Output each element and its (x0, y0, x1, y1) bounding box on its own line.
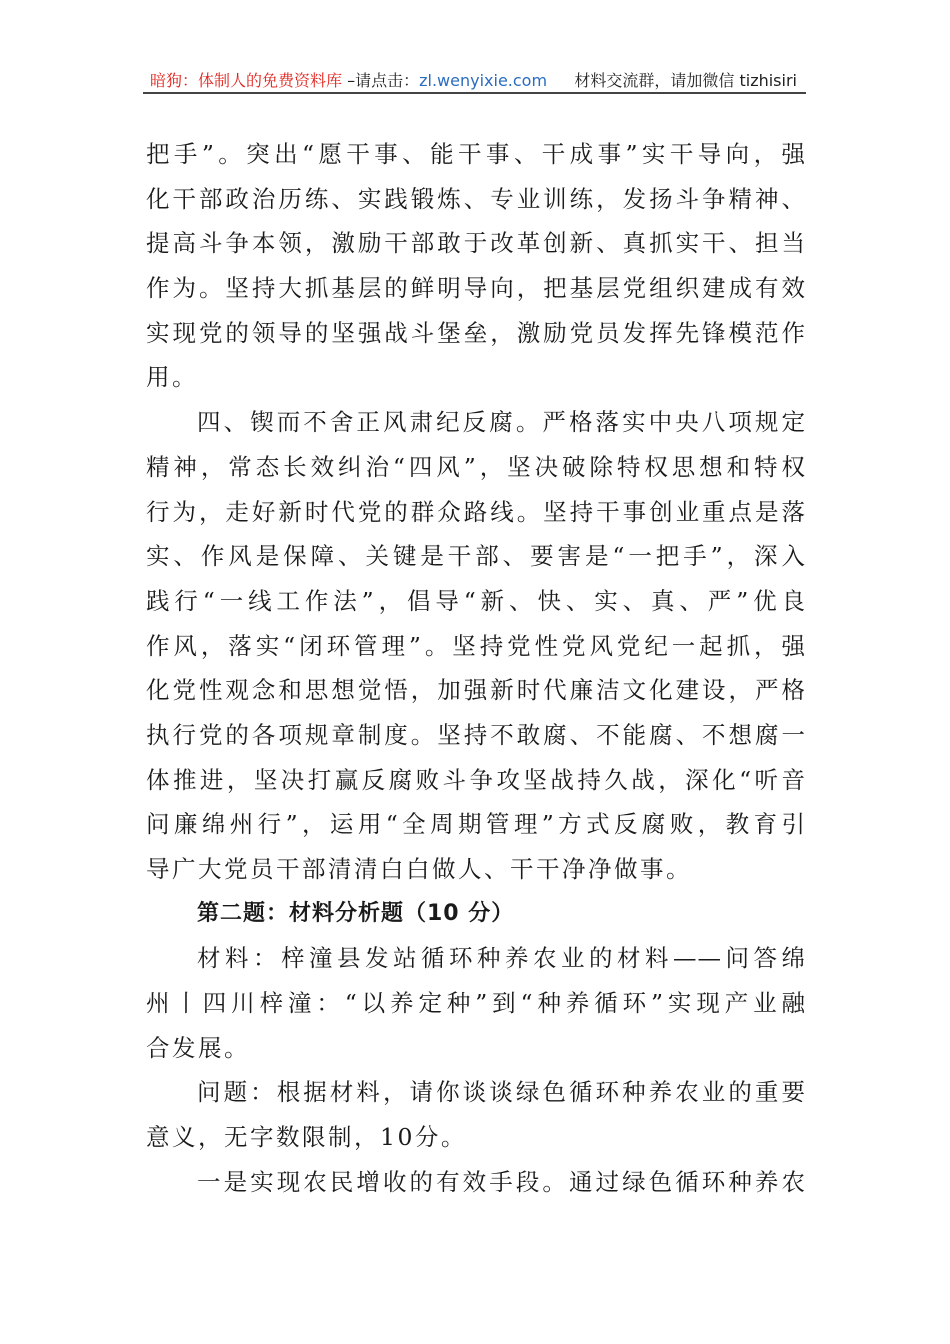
text-line: 体推进，坚决打赢反腐败斗争攻坚战持久战，深化“听音 (146, 765, 806, 794)
text-line: 材料：梓潼县发站循环种养农业的材料——问答绵 (197, 944, 806, 973)
paragraph (146, 1160, 806, 1205)
header-divider (143, 92, 806, 94)
text-line: 用。 (146, 363, 198, 392)
text-line: 第二题：材料分析题（10 分） (197, 900, 515, 926)
text-line: 精神，常态长效纠治“四风”，坚决破除特权思想和特权 (146, 452, 806, 481)
document-body (146, 132, 806, 1205)
text-line: 化党性观念和思想觉悟，加强新时代廉洁文化建设，严格 (146, 676, 806, 705)
promo-text: 暗狗：体制人的免费资料库 (150, 71, 343, 90)
text-line: 一是实现农民增收的有效手段。通过绿色循环种养农 (197, 1167, 806, 1196)
text-line: 实现党的领导的坚强战斗堡垒，激励党员发挥先锋模范作 (146, 318, 806, 347)
paragraph (146, 936, 806, 1070)
text-line: 践行“一线工作法”，倡导“新、快、实、真、严”优良 (146, 586, 806, 615)
text-line: 提高斗争本领，激励干部敢于改革创新、真抓实干、担当 (146, 229, 806, 258)
click-prompt: –请点击： (342, 71, 420, 90)
site-link[interactable]: zl.wenyixie.com (419, 71, 548, 90)
text-line: 执行党的各项规章制度。坚持不敢腐、不能腐、不想腐一 (146, 720, 806, 749)
text-line: 合发展。 (146, 1033, 250, 1062)
group-contact-text: 材料交流群，请加微信 tizhisiri (574, 71, 797, 90)
text-line: 导广大党员干部清清白白做人、干干净净做事。 (146, 855, 692, 883)
page-header (150, 70, 805, 92)
text-line: 行为，走好新时代党的群众路线。坚持干事创业重点是落 (146, 497, 806, 526)
text-line: 实、作风是保障、关键是干部、要害是“一把手”，深入 (146, 542, 806, 571)
text-line: 作为。坚持大抓基层的鲜明导向，把基层党组织建成有效 (146, 274, 806, 303)
text-line: 把手”。突出“愿干事、能干事、干成事”实干导向，强 (146, 140, 806, 168)
text-line: 四、锲而不舍正风肃纪反腐。严格落实中央八项规定 (197, 408, 806, 437)
text-line: 问题：根据材料，请你谈谈绿色循环种养农业的重要 (197, 1078, 806, 1107)
section-heading (146, 892, 806, 937)
paragraph (146, 400, 806, 892)
text-line: 作风，落实“闭环管理”。坚持党性党风党纪一起抓，强 (146, 631, 806, 660)
text-line: 化干部政治历练、实践锻炼、专业训练，发扬斗争精神、 (146, 184, 806, 213)
text-line: 州丨四川梓潼：“以养定种”到“种养循环”实现产业融 (146, 989, 806, 1018)
paragraph (146, 132, 806, 400)
text-line: 意义，无字数限制，10分。 (146, 1123, 467, 1152)
paragraph (146, 1070, 806, 1159)
text-line: 问廉绵州行”，运用“全周期管理”方式反腐败，教育引 (146, 810, 806, 839)
